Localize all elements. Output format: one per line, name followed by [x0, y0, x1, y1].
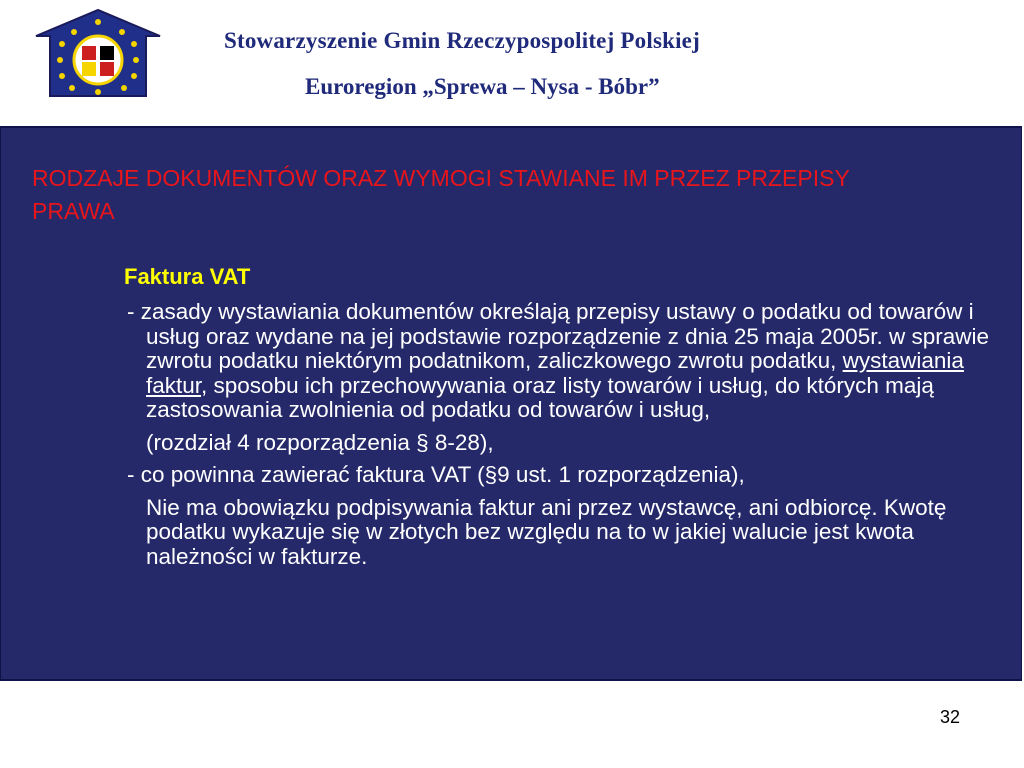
paragraph-rules-text-b: , sposobu ich przechowywania oraz listy towarów i usług, do których mają zastosowania zwolnienia od podatku od towarów i usług, — [146, 372, 934, 422]
paragraph-rules-text-a: - zasady wystawiania dokumentów określają przepisy ustawy o podatku od towarów i usług oraz wydane na jej podstawie rozporządzenie z dnia 25 maja 2005r. w sprawie zwrotu podatku niektórym podatnikom, zaliczkowego zwrotu podatku, — [127, 299, 989, 373]
header-subtitle: Euroregion „Sprewa – Nysa - Bóbr” — [305, 74, 660, 99]
slide-title: RODZAJE DOKUMENTÓW ORAZ WYMOGI STAWIANE IM PRZEZ PRZEPISY PRAWA — [32, 165, 850, 224]
header-title: Stowarzyszenie Gmin Rzeczypospolitej Polskiej — [224, 28, 700, 53]
paragraph-rules — [127, 300, 997, 423]
paragraph-signature: Nie ma obowiązku podpisywania faktur ani przez wystawcę, ani odbiorcę. Kwotę podatku wykazuje się w złotych bez względu na to w jakiej walucie jest kwota należności w fakturze. — [146, 494, 947, 569]
page-number: 32 — [940, 707, 961, 727]
slide-body — [127, 300, 997, 569]
content-panel — [0, 126, 1022, 681]
issuing-invoices-link[interactable]: wystawiania faktur — [146, 348, 964, 398]
association-emblem-icon — [32, 8, 164, 100]
section-heading: Faktura VAT — [124, 264, 251, 289]
slide-header — [0, 0, 1024, 125]
paragraph-chapter-ref: (rozdział 4 rozporządzenia § 8-28), — [146, 429, 494, 455]
paragraph-invoice-contents: - co powinna zawierać faktura VAT (§9 ust. 1 rozporządzenia), — [127, 462, 745, 487]
